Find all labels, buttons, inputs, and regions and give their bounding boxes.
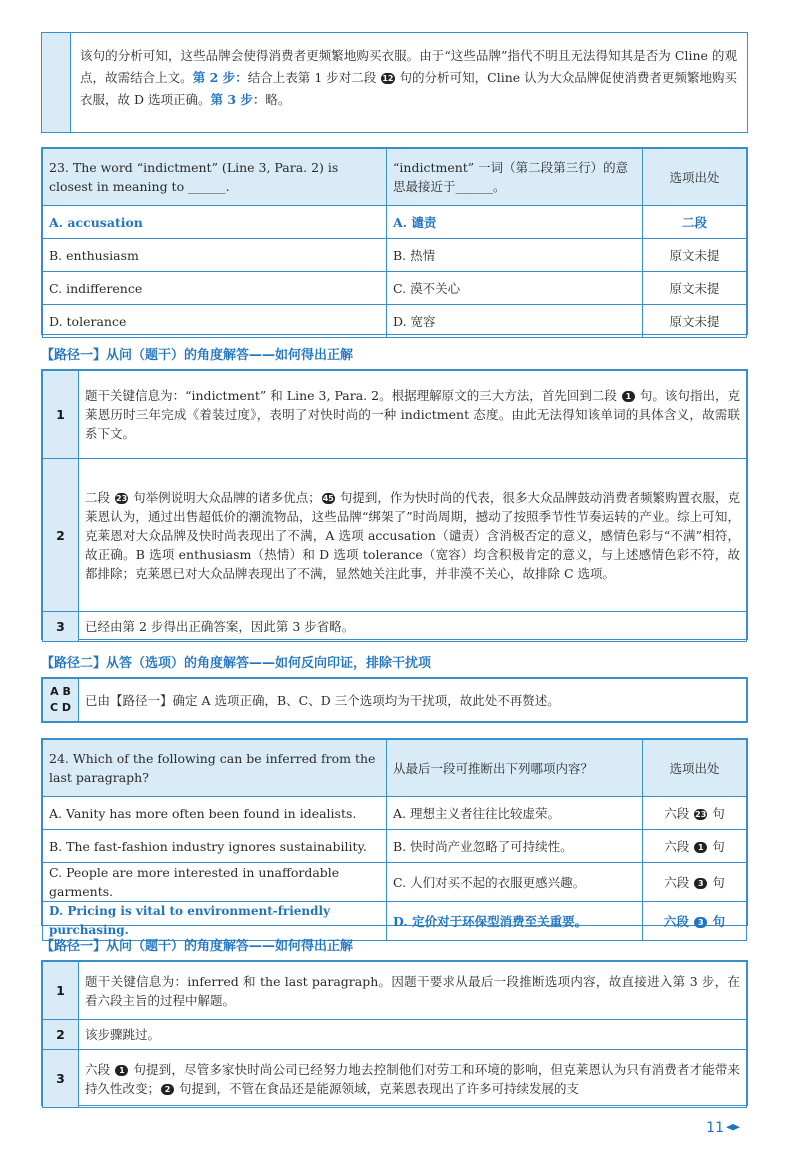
circled-number-icon: 1 xyxy=(115,1065,128,1076)
circled-number-icon: 3 xyxy=(694,878,707,889)
step-number: 1 xyxy=(43,371,79,459)
circled-number-icon: 12 xyxy=(382,74,394,83)
option-labels: A B C D xyxy=(43,679,79,722)
step-number: 1 xyxy=(43,962,79,1020)
q23-path1-title: 【路径一】从问（题干）的角度解答——如何得出正解 xyxy=(41,348,354,363)
q24-option-row: A. Vanity has more often been found in idealists. A. 理想主义者往往比较虚荣。 六段 23 句 xyxy=(43,797,747,830)
step-number: 2 xyxy=(43,1020,79,1050)
step-number: 3 xyxy=(43,612,79,642)
step-text: 该步骤跳过。 xyxy=(79,1020,747,1050)
circled-number-icon: 23 xyxy=(116,493,128,503)
q23-path1-steps xyxy=(41,369,748,640)
q24-path1-steps xyxy=(41,960,748,1106)
prev-step-box xyxy=(41,32,748,133)
q23-cn-question: “indictment” 一词（第二段第三行）的意思最接近于______。 xyxy=(387,149,643,206)
q24-cn-question: 从最后一段可推断出下列哪项内容？ xyxy=(387,740,643,797)
circled-number-icon: 1 xyxy=(694,842,707,853)
circled-number-icon: 1 xyxy=(622,391,635,402)
step-text: 题干关键信息为：inferred 和 the last paragraph。因题干要求从最后一段推断选项内容，故直接进入第 3 步，在看六段主旨的过程中解题。 xyxy=(79,962,747,1020)
q23-source-header: 选项出处 xyxy=(643,149,747,206)
step-text: 题干关键信息为：“indictment” 和 Line 3, Para. 2。根据理解原文的三大方法，首先回到二段 1 句。该句指出，克莱恩历时三年完成《着装过度》，表明了对快时尚的一种 indictment 态度。由此无法得知该单词的具体含义，故需联系下文。 xyxy=(79,371,747,459)
step-number: 3 xyxy=(43,1050,79,1108)
q24-table xyxy=(41,738,748,937)
circled-number-icon: 23 xyxy=(695,809,707,819)
circled-number-icon: 3 xyxy=(694,917,707,928)
circled-number-icon: 2 xyxy=(161,1084,174,1095)
q24-path1-title: 【路径一】从问（题干）的角度解答——如何得出正解 xyxy=(41,939,354,954)
q23-option-row: C. indifference C. 漠不关心 原文未提 xyxy=(43,272,747,305)
q23-path2-box xyxy=(41,677,748,723)
q23-option-row: A. accusation A. 谴责 二段 xyxy=(43,206,747,239)
q23-path2-title: 【路径二】从答（选项）的角度解答——如何反向印证，排除干扰项 xyxy=(41,656,432,671)
step-text: 已经由第 2 步得出正确答案，因此第 3 步省略。 xyxy=(79,612,747,642)
graduation-cap-icon xyxy=(726,1124,740,1132)
step-text: 六段 1 句提到，尽管多家快时尚公司已经努力地去控制他们对劳工和环境的影响，但克莱恩认为只有消费者才能带来持久性改变； 2 句提到，不管在食品还是能源领域，克莱恩表现出了许多可持续发展的支 xyxy=(79,1050,747,1108)
q24-option-row: B. The fast-fashion industry ignores sustainability. B. 快时尚产业忽略了可持续性。 六段 1 句 xyxy=(43,830,747,863)
circled-number-icon: 45 xyxy=(322,493,334,503)
q23-option-row: B. enthusiasm B. 热情 原文未提 xyxy=(43,239,747,272)
step-text: 二段 23 句举例说明大众品牌的诸多优点； 45 句提到，作为快时尚的代表，很多大众品牌鼓动消费者频繁购置衣服，克莱恩认为，通过出售超低价的潮流物品，这些品牌“绑架了”时尚周期，撼动了按照季节性节奏运转的产业。综上可知，克莱恩对大众品牌及快时尚表现出了不满，A 选项 accusation（谴责）含消极否定的意义，感情色彩与“不满”相符，故正确。B 选项 enthusiasm（热情）和 D 选项 tolerance（宽容）均含积极肯定的意义，与上述感情色彩不符，故都排除；克莱恩已对大众品牌表现出了不满，显然她关注此事，并非漠不关心，故排除 C 选项。 xyxy=(79,459,747,612)
page-number: 11 xyxy=(706,1120,740,1136)
q24-en-question: 24. Which of the following can be inferred from the last paragraph? xyxy=(43,740,387,797)
q24-source-header: 选项出处 xyxy=(643,740,747,797)
q24-option-row: D. Pricing is vital to environment-friendly purchasing. D. 定价对于环保型消费至关重要。 六段 3 句 xyxy=(43,902,747,941)
q23-en-question: 23. The word “indictment” (Line 3, Para. 2) is closest in meaning to ______. xyxy=(43,149,387,206)
step-number: 2 xyxy=(43,459,79,612)
q24-option-row: C. People are more interested in unaffordable garments. C. 人们对买不起的衣服更感兴趣。 六段 3 句 xyxy=(43,863,747,902)
step-number-column xyxy=(42,33,71,132)
q23-table xyxy=(41,147,748,335)
path2-text: 已由【路径一】确定 A 选项正确，B、C、D 三个选项均为干扰项，故此处不再赘述。 xyxy=(79,679,747,722)
prev-step-text: 该句的分析可知，这些品牌会使得消费者更频繁地购买衣服。由于“这些品牌”指代不明且无法得知其是否为 Cline 的观点，故需结合上文。第 2 步：结合上表第 1 步对二段 12 句的分析可知，Cline 认为大众品牌促使消费者更频繁地购买衣服，故 D 选项正确。第 3 步：略。 xyxy=(80,48,737,107)
q23-option-row: D. tolerance D. 宽容 原文未提 xyxy=(43,305,747,338)
